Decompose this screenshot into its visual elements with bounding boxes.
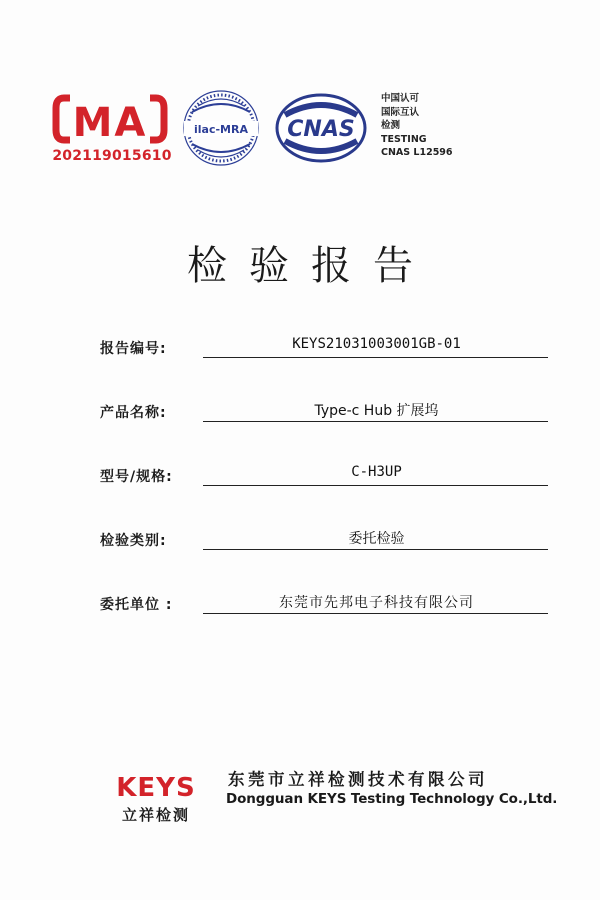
ilac-mra-logo-icon (178, 86, 264, 170)
field-model (0, 458, 600, 498)
field-value: Type-c Hub 扩展坞 (314, 403, 439, 419)
accreditation-line: 中国认可 (381, 93, 420, 104)
accreditation-line: 国际互认 (381, 106, 420, 118)
field-value: 东莞市先邦电子科技有限公司 (279, 595, 474, 611)
company-name-en: Dongguan KEYS Testing Technology Co.,Ltd. (226, 791, 558, 807)
cma-logo-text: MA (72, 100, 148, 146)
field-underline (203, 485, 548, 486)
report-title: 检验报告 (187, 243, 435, 289)
field-label: 型号/规格: (100, 469, 173, 485)
accreditation-text (381, 92, 453, 160)
field-product-name (0, 394, 600, 434)
field-value: 委托检验 (348, 531, 405, 547)
field-underline (203, 357, 548, 358)
ilac-logo-text: ilac-MRA (194, 123, 248, 136)
keys-logo-subtitle: 立祥检测 (121, 806, 191, 824)
cma-number: 202119015610 (52, 148, 172, 164)
accreditation-line: TESTING (381, 133, 427, 145)
field-underline (203, 549, 548, 550)
accreditation-line: 检测 (381, 120, 401, 131)
field-value: C-H3UP (351, 464, 402, 480)
cnas-logo-icon (275, 93, 367, 163)
field-client (0, 586, 600, 626)
field-underline (203, 421, 548, 422)
cnas-logo-text: CNAS (287, 117, 355, 142)
field-report-number (0, 330, 600, 370)
accreditation-line: CNAS L12596 (381, 147, 453, 158)
field-label: 产品名称: (100, 405, 167, 421)
field-value: KEYS21031003001GB-01 (292, 336, 461, 352)
company-name-cn: 东莞市立祥检测技术有限公司 (228, 770, 488, 789)
field-label: 报告编号: (100, 341, 167, 357)
field-underline (203, 613, 548, 614)
field-label: 委托单位 : (100, 597, 173, 613)
field-inspection-type (0, 522, 600, 562)
keys-logo-text: KEYS (116, 773, 196, 803)
keys-logo-icon (108, 770, 204, 826)
field-label: 检验类别: (100, 533, 167, 549)
